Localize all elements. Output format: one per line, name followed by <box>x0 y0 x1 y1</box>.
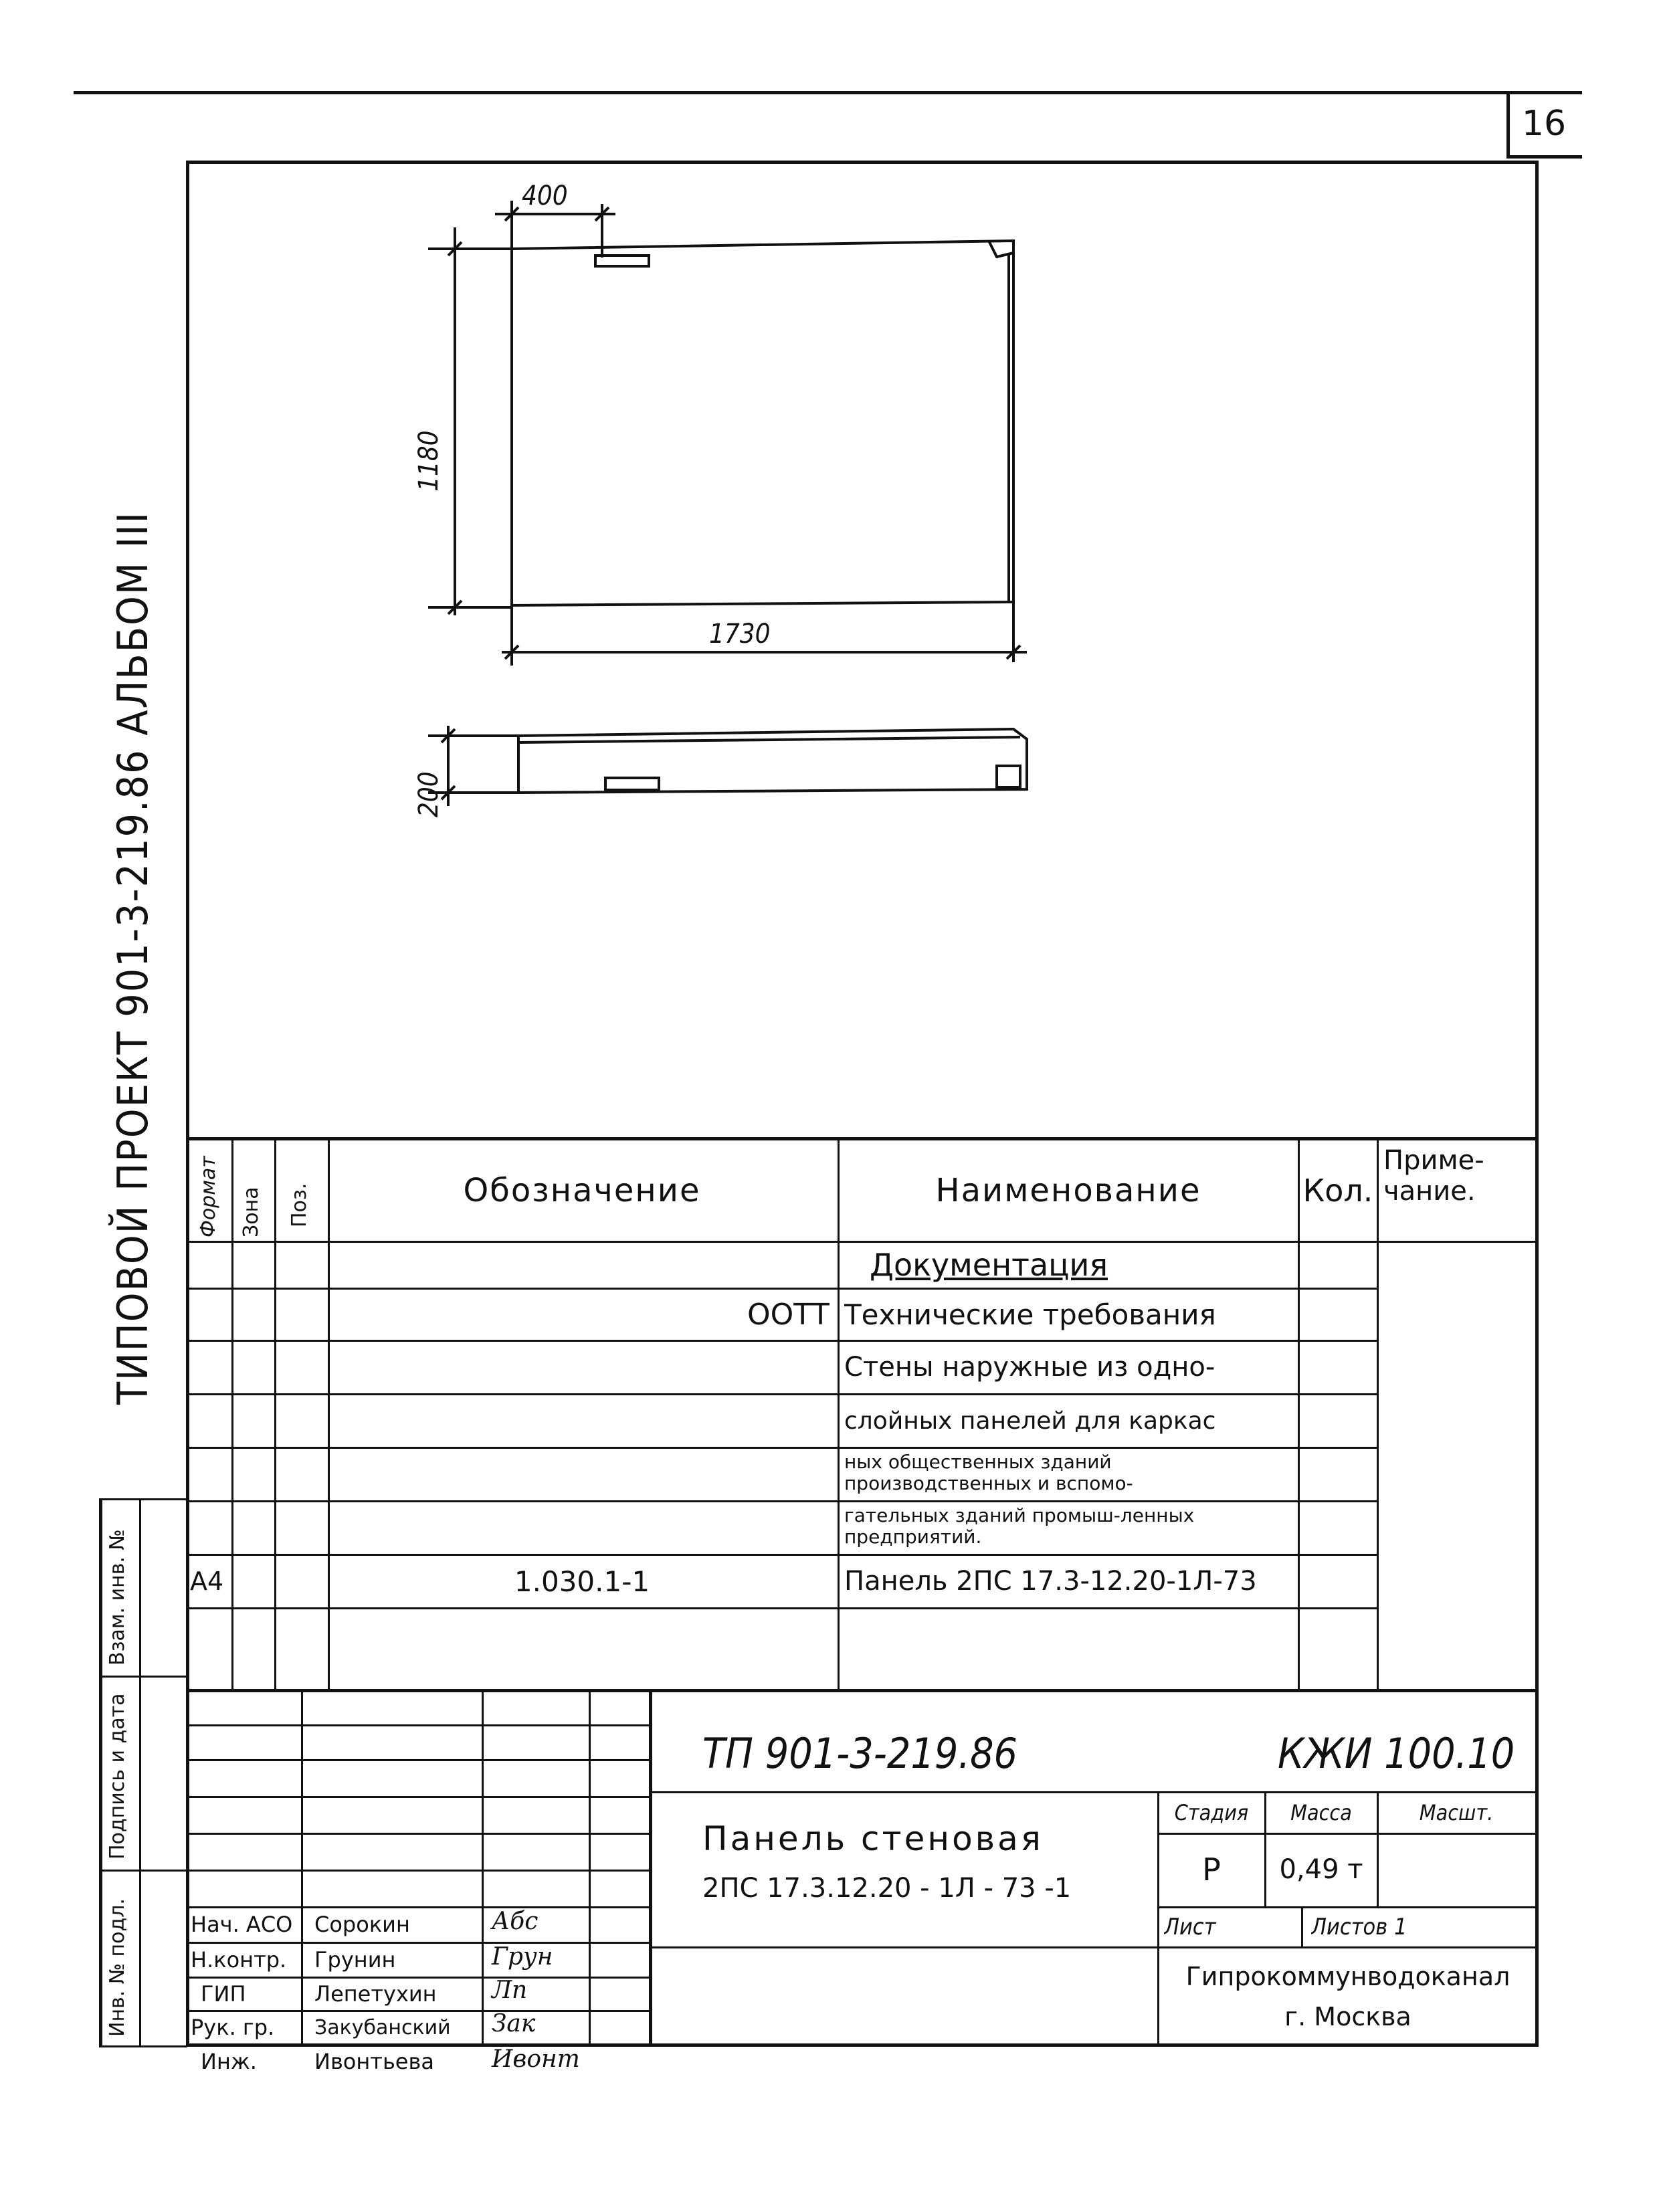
city: г. Москва <box>1284 2002 1411 2031</box>
frame-right <box>1535 161 1539 2047</box>
title-line-1: Панель стеновая <box>702 1819 1044 1858</box>
sig-name-2: Грунин <box>314 1947 396 1973</box>
corner-notch <box>989 241 1013 257</box>
sig-role-3: ГИП <box>201 1981 246 2007</box>
project-code: ТП 901-3-219.86 <box>702 1729 1018 1778</box>
spec-row-sep <box>186 1607 1377 1609</box>
side-strip-sep-2 <box>99 1676 187 1678</box>
sig-name-4: Закубанский <box>314 2015 451 2039</box>
sheet-number-box-left <box>1506 91 1510 158</box>
sig-name-1: Сорокин <box>314 1912 410 1937</box>
tb-row-sep <box>186 1796 649 1798</box>
tb-stage-header-bottom <box>1157 1833 1537 1835</box>
side-end-detail <box>997 766 1020 787</box>
header-primechanie: Приме-чание. <box>1383 1145 1484 1207</box>
spec-row-sep <box>186 1447 1377 1449</box>
tb-stage-sep <box>1157 1791 1159 2043</box>
top-border-line <box>74 91 1582 94</box>
sig-mark-5: Ивонт <box>492 2045 580 2073</box>
spec-header-bottom <box>186 1241 1539 1243</box>
stadiya-label: Стадия <box>1174 1799 1249 1825</box>
dim-1180-label: 1180 <box>413 430 444 492</box>
spec-row-sep <box>186 1500 1377 1502</box>
tb-list-sep <box>1301 1906 1303 1946</box>
tb-right-sep-1 <box>649 1791 1537 1793</box>
header-oboznachenie: Обозначение <box>463 1172 701 1209</box>
panel-front-outline <box>512 241 1013 605</box>
massa-value: 0,49 т <box>1279 1854 1363 1885</box>
row-2-naimenovanie: Технические требования <box>844 1298 1216 1331</box>
sig-mark-1: Абс <box>492 1908 539 1935</box>
sig-mark-3: Лп <box>492 1977 528 2004</box>
dim-200-label: 200 <box>413 771 444 817</box>
side-strip-sep-1 <box>99 1498 187 1500</box>
title-line-2: 2ПС 17.3.12.20 - 1Л - 73 -1 <box>702 1873 1072 1904</box>
row-1-naimenovanie: Документация <box>870 1247 1108 1283</box>
sig-mark-4: Зак <box>492 2010 536 2037</box>
tb-right-sep-2 <box>649 1946 1537 1948</box>
tb-mashtab-sep <box>1377 1791 1379 1906</box>
spec-table-bottom <box>186 1689 1539 1692</box>
sig-role-1: Нач. АСО <box>191 1912 293 1937</box>
side-strip-sep-4 <box>99 2045 187 2047</box>
side-label-podpis-data: Подпись и дата <box>106 1693 129 1859</box>
header-naimenovanie: Наименование <box>935 1172 1201 1209</box>
side-embed-plate <box>605 778 659 790</box>
spec-col-sep <box>231 1137 233 1689</box>
tb-row-sep <box>186 1724 649 1726</box>
sig-name-3: Лепетухин <box>314 1981 437 2007</box>
sig-role-5: Инж. <box>201 2049 257 2074</box>
row-7-oboznachenie: 1.030.1-1 <box>514 1565 650 1598</box>
side-strip-left <box>99 1498 102 2047</box>
tb-col-sep <box>301 1689 303 2043</box>
sig-role-4: Рук. гр. <box>191 2015 275 2040</box>
stadiya-value: Р <box>1202 1851 1221 1888</box>
row-7-naimenovanie: Панель 2ПС 17.3-12.20-1Л-73 <box>844 1566 1257 1597</box>
frame-top <box>186 161 1539 164</box>
sheet-number: 16 <box>1521 104 1567 144</box>
dim-400-label: 400 <box>522 181 568 211</box>
sig-role-2: Н.контр. <box>191 1947 287 1973</box>
header-format: Формат <box>197 1156 220 1237</box>
row-6-naimenovanie: гательных зданий промыш-ленных предприятий. <box>844 1504 1195 1548</box>
side-label-vzam-inv: Взам. инв. № <box>106 1529 129 1666</box>
tb-main-sep <box>649 1689 652 2043</box>
spec-col-sep <box>1377 1137 1379 1689</box>
header-kol: Кол. <box>1302 1173 1373 1209</box>
spec-col-sep <box>274 1137 276 1689</box>
row-3-naimenovanie: Стены наружные из одно- <box>844 1352 1215 1383</box>
tb-row-sep <box>186 1759 649 1761</box>
listov-label: Листов 1 <box>1311 1913 1407 1940</box>
side-strip-inner <box>139 1498 141 2047</box>
tb-row-sep <box>186 1870 649 1872</box>
row-4-naimenovanie: слойных панелей для каркас <box>844 1407 1216 1435</box>
tb-massa-sep <box>1264 1791 1266 1906</box>
side-label-inv-podl: Инв. № подл. <box>106 1898 129 2037</box>
masshtab-label: Масшт. <box>1419 1799 1494 1825</box>
row-2-oboznachenie: ООТТ <box>747 1297 830 1332</box>
sig-name-5: Ивонтьева <box>314 2049 434 2074</box>
header-poz: Поз. <box>288 1183 311 1227</box>
tb-col-sep <box>589 1689 591 2043</box>
tb-col-sep <box>482 1689 484 2043</box>
frame-left <box>186 161 189 2047</box>
list-label: Лист <box>1164 1913 1216 1940</box>
tb-row-sep <box>186 1833 649 1835</box>
spec-col-sep <box>838 1137 840 1689</box>
sig-mark-2: Грун <box>492 1943 553 1971</box>
row-7-format: А4 <box>190 1567 224 1596</box>
panel-drawing <box>375 174 1151 843</box>
doc-code: КЖИ 100.10 <box>1278 1729 1515 1778</box>
spec-col-sep <box>328 1137 330 1689</box>
row-5-naimenovanie: ных общественных зданий производственных и вспомо- <box>844 1451 1133 1494</box>
spec-col-sep <box>1298 1137 1300 1689</box>
organization: Гипрокоммунводоканал <box>1185 1962 1510 1991</box>
sheet-number-box-bottom <box>1506 155 1582 159</box>
side-stamp-title: ТИПОВОЙ ПРОЕКТ 901-3-219.86 АЛЬБОМ III <box>108 510 157 1405</box>
dim-1730-label: 1730 <box>709 619 771 649</box>
side-strip-sep-3 <box>99 1870 187 1872</box>
massa-label: Масса <box>1290 1799 1352 1825</box>
spec-table-top <box>186 1137 1539 1140</box>
header-zona: Зона <box>239 1187 263 1237</box>
